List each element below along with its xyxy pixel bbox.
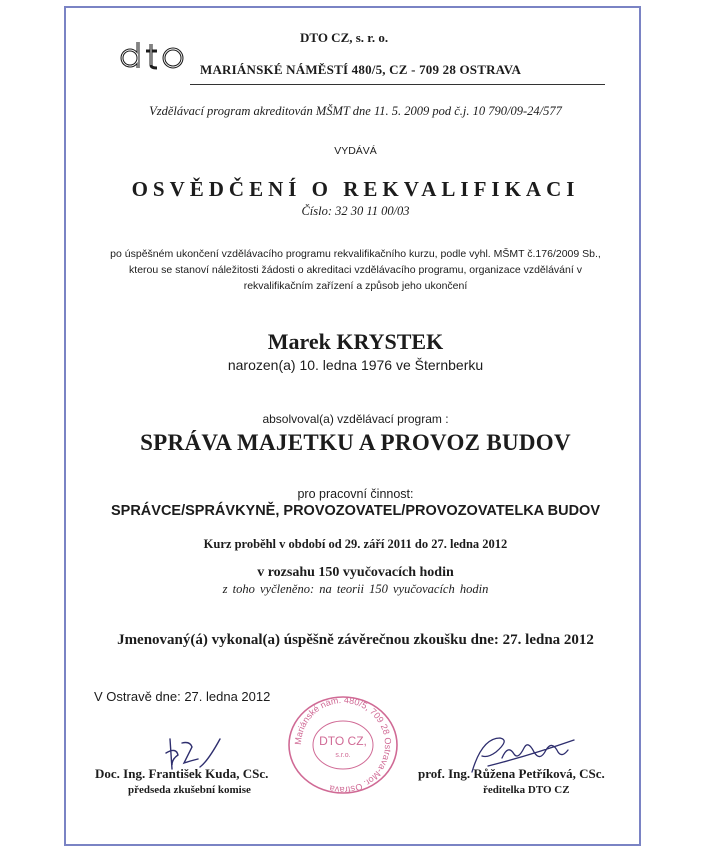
issues-label: VYDÁVÁ: [334, 145, 377, 157]
right-signatory-name: prof. Ing. Růžena Petříková, CSc.: [418, 766, 605, 781]
certificate-number: Číslo: 32 30 11 00/03: [301, 204, 410, 218]
exam-statement: Jmenovaný(á) vykonal(a) úspěšně závěrečnou zkoušku dne: 27. ledna 2012: [117, 632, 594, 648]
stamp-ring-text: Mariánské nám. 480/5, 709 28 Ostrava-Mor. Ostrava: [292, 694, 394, 796]
hours-total: v rozsahu 150 vyučovacích hodin: [257, 565, 454, 580]
official-stamp: [283, 693, 403, 797]
place-date: V Ostravě dne: 27. ledna 2012: [94, 689, 271, 704]
left-signatory-name: Doc. Ing. František Kuda, CSc.: [95, 766, 269, 781]
certificate-title: OSVĚDČENÍ O REKVALIFIKACI: [131, 177, 580, 201]
program-label: absolvoval(a) vzdělávací program :: [262, 412, 449, 426]
legal-text: po úspěšném ukončení vzdělávacího programu rekvalifikačního kurzu, podle vyhl. MŠMT č.176/2009 Sb., kterou se stanoví náležitosti žádosti o akreditaci vzdělávacího programu, organizace vzdělávání v rekvalifikačním zařízení a způsob jeho ukončení: [110, 248, 601, 292]
course-period: Kurz proběhl v období od 29. září 2011 do 27. ledna 2012: [203, 537, 508, 551]
program-name: SPRÁVA MAJETKU A PROVOZ BUDOV: [140, 430, 571, 455]
accreditation-note: Vzdělávací program akreditován MŠMT dne 11. 5. 2009 pod č.j. 10 790/09-24/577: [149, 104, 562, 118]
right-signatory-role: ředitelka DTO CZ: [483, 784, 570, 796]
org-address: MARIÁNSKÉ NÁMĚSTÍ 480/5, CZ - 709 28 OSTRAVA: [200, 62, 522, 77]
dto-logo: [118, 38, 190, 72]
header-divider: [190, 84, 605, 85]
left-signatory-role: předseda zkušební komise: [128, 784, 251, 796]
hours-detail: z toho vyčleněno: na teorii 150 vyučovacích hodin: [222, 582, 489, 596]
activity-name: SPRÁVCE/SPRÁVKYNĚ, PROVOZOVATEL/PROVOZOVATELKA BUDOV: [110, 503, 601, 519]
person-name: Marek KRYSTEK: [267, 329, 444, 354]
activity-label: pro pracovní činnost:: [297, 487, 414, 501]
stamp-center-text: DTO CZ,: [319, 734, 367, 748]
org-name: DTO CZ, s. r. o.: [300, 30, 389, 45]
person-birth: narozen(a) 10. ledna 1976 ve Šternberku: [227, 357, 484, 373]
logo-text: dto: [118, 38, 120, 39]
stamp-small-text: s.r.o.: [335, 752, 351, 759]
